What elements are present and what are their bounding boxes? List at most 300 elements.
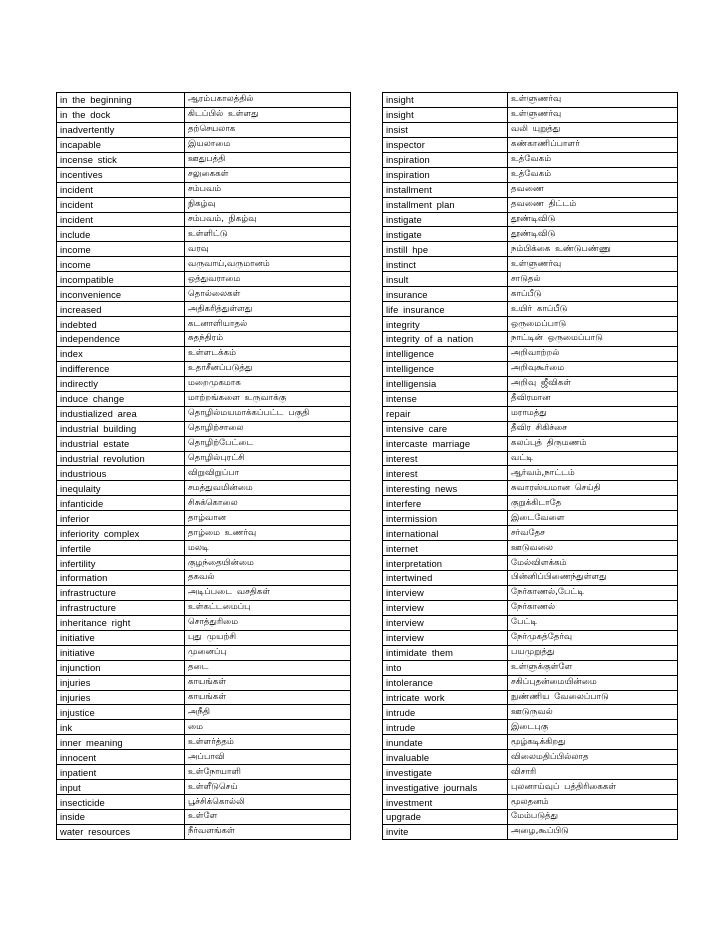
tamil-translation: ஆர்வம்,நாட்டம் <box>508 466 678 481</box>
tamil-translation: அறிவாற்றல் <box>508 346 678 361</box>
table-row <box>383 795 678 810</box>
english-term: investment <box>383 795 508 810</box>
tamil-translation: உள்ளுக்குள்ளே <box>508 660 678 675</box>
tamil-translation: இடைவேளை <box>508 511 678 526</box>
table-row <box>57 735 351 750</box>
table-row <box>383 541 678 556</box>
tamil-translation: தீவிரமான <box>508 391 678 406</box>
table-row <box>57 780 351 795</box>
tamil-translation: பின்னிப்பிணைந்துள்ளது <box>508 571 678 586</box>
english-term: into <box>383 660 508 675</box>
table-row <box>57 302 351 317</box>
english-term: infertility <box>57 556 185 571</box>
english-term: inspiration <box>383 152 508 167</box>
table-row <box>57 436 351 451</box>
english-term: interview <box>383 615 508 630</box>
english-term: incompatible <box>57 272 185 287</box>
english-term: integrity of a nation <box>383 332 508 347</box>
table-row <box>57 93 351 108</box>
table-row <box>383 152 678 167</box>
english-term: interview <box>383 600 508 615</box>
tamil-translation: தவணை திட்டம் <box>508 197 678 212</box>
english-term: initiative <box>57 645 185 660</box>
tamil-translation: இடைபுகு <box>508 720 678 735</box>
tamil-translation: ஊதுபத்தி <box>185 152 351 167</box>
english-term: in the beginning <box>57 93 185 108</box>
english-term: inconvenience <box>57 287 185 302</box>
table-row <box>383 272 678 287</box>
english-term: industrial building <box>57 421 185 436</box>
english-term: interview <box>383 630 508 645</box>
tamil-translation: பயமுறுத்து <box>508 645 678 660</box>
english-term: inner meaning <box>57 735 185 750</box>
tamil-translation: தகவல் <box>185 571 351 586</box>
tamil-translation: காயங்கள் <box>185 675 351 690</box>
table-row <box>57 317 351 332</box>
table-row <box>57 571 351 586</box>
table-row <box>57 705 351 720</box>
tamil-translation: சுதந்திரம் <box>185 332 351 347</box>
table-row <box>383 810 678 825</box>
table-row <box>383 421 678 436</box>
table-row <box>383 137 678 152</box>
table-row <box>383 571 678 586</box>
table-row <box>57 376 351 391</box>
english-term: interest <box>383 451 508 466</box>
english-term: investigate <box>383 765 508 780</box>
english-term: independence <box>57 332 185 347</box>
english-term: infertile <box>57 541 185 556</box>
tamil-translation: ஆரம்பகாலத்தில் <box>185 93 351 108</box>
tamil-translation: உள்ளுணர்வு <box>508 107 678 122</box>
table-row <box>57 391 351 406</box>
table-row <box>57 675 351 690</box>
english-term: infrastructure <box>57 585 185 600</box>
tamil-translation: தொழில்புரட்சி <box>185 451 351 466</box>
english-term: intimidate them <box>383 645 508 660</box>
english-term: inpatient <box>57 765 185 780</box>
table-row <box>57 272 351 287</box>
tamil-translation: வரவு <box>185 242 351 257</box>
english-term: in the dock <box>57 107 185 122</box>
table-row <box>383 122 678 137</box>
english-term: inadvertently <box>57 122 185 137</box>
table-row <box>57 346 351 361</box>
table-row <box>383 511 678 526</box>
english-term: interpretation <box>383 556 508 571</box>
table-row <box>383 436 678 451</box>
english-term: interview <box>383 585 508 600</box>
tamil-translation: நேர்காணல் <box>508 600 678 615</box>
english-term: industialized area <box>57 406 185 421</box>
tamil-translation: மை <box>185 720 351 735</box>
table-row <box>57 107 351 122</box>
tamil-translation: மலடி <box>185 541 351 556</box>
tamil-translation: ஒத்துவராமை <box>185 272 351 287</box>
english-term: infanticide <box>57 496 185 511</box>
tamil-translation: உள்ளுணர்வு <box>508 93 678 108</box>
english-term: incident <box>57 212 185 227</box>
english-term: industrial estate <box>57 436 185 451</box>
english-term: inundate <box>383 735 508 750</box>
table-row <box>383 406 678 421</box>
tamil-translation: அநீதி <box>185 705 351 720</box>
tamil-translation: நேர்காணல்,பேட்டி <box>508 585 678 600</box>
tamil-translation: நாட்டின் ஒருமைப்பாடு <box>508 332 678 347</box>
tamil-translation: அடிப்படை வசதிகள் <box>185 585 351 600</box>
english-term: interest <box>383 466 508 481</box>
table-row <box>57 660 351 675</box>
table-row <box>57 795 351 810</box>
table-row <box>383 257 678 272</box>
table-row <box>57 645 351 660</box>
table-row <box>383 645 678 660</box>
table-row <box>57 197 351 212</box>
table-row <box>383 630 678 645</box>
english-term: intercaste marriage <box>383 436 508 451</box>
table-row <box>383 227 678 242</box>
tamil-translation: கண்காணிப்பாளர் <box>508 137 678 152</box>
tamil-translation: நுண்ணிய வேலைப்பாடு <box>508 690 678 705</box>
english-term: integrity <box>383 317 508 332</box>
english-term: incident <box>57 182 185 197</box>
table-row <box>383 735 678 750</box>
english-term: innocent <box>57 750 185 765</box>
tamil-translation: அதிகரித்துள்ளது <box>185 302 351 317</box>
english-term: infrastructure <box>57 600 185 615</box>
english-term: invaluable <box>383 750 508 765</box>
table-row <box>57 212 351 227</box>
table-row <box>57 137 351 152</box>
tamil-translation: விறுவிறுப்பா <box>185 466 351 481</box>
tamil-translation: உள்ளே <box>185 810 351 825</box>
english-term: industrial revolution <box>57 451 185 466</box>
table-row <box>383 750 678 765</box>
tamil-translation: தொழில்மயமாக்கப்பட்ட பகுதி <box>185 406 351 421</box>
english-term: indebted <box>57 317 185 332</box>
table-row <box>383 496 678 511</box>
table-row <box>57 600 351 615</box>
table-row <box>57 242 351 257</box>
english-term: injunction <box>57 660 185 675</box>
tamil-translation: சலுகைகள் <box>185 167 351 182</box>
tamil-translation: காயங்கள் <box>185 690 351 705</box>
tamil-translation: உள்ளுணர்வு <box>508 257 678 272</box>
english-term: inferior <box>57 511 185 526</box>
tamil-translation: கடனாளியாதல் <box>185 317 351 332</box>
tamil-translation: அழை,கூப்பிடு <box>508 824 678 839</box>
tamil-translation: உள்நோயாளி <box>185 765 351 780</box>
table-row <box>57 630 351 645</box>
tamil-translation: உள்ளீடுசெய் <box>185 780 351 795</box>
tamil-translation: அறிவுகூர்மை <box>508 361 678 376</box>
table-row <box>383 167 678 182</box>
table-row <box>57 720 351 735</box>
table-row <box>383 93 678 108</box>
english-term: injustice <box>57 705 185 720</box>
tamil-translation: வட்டி <box>508 451 678 466</box>
table-row <box>383 780 678 795</box>
english-term: insurance <box>383 287 508 302</box>
table-row <box>383 197 678 212</box>
table-row <box>383 346 678 361</box>
table-row <box>383 556 678 571</box>
tamil-translation: வருவாய்,வருமானம் <box>185 257 351 272</box>
tamil-translation: தொழிற்பேட்டை <box>185 436 351 451</box>
english-term: inspiration <box>383 167 508 182</box>
tamil-translation: சுவாரஸ்யமான செய்தி <box>508 481 678 496</box>
table-row <box>383 287 678 302</box>
tamil-translation: சாடுதல் <box>508 272 678 287</box>
table-row <box>57 765 351 780</box>
tamil-translation: பேட்டி <box>508 615 678 630</box>
english-term: intrude <box>383 720 508 735</box>
table-row <box>383 585 678 600</box>
english-term: insult <box>383 272 508 287</box>
tamil-translation: உள்ளடக்கம் <box>185 346 351 361</box>
table-row <box>383 600 678 615</box>
tamil-translation: கலப்புத் திருமணம் <box>508 436 678 451</box>
english-term: injuries <box>57 690 185 705</box>
table-row <box>383 361 678 376</box>
tamil-translation: மாற்றங்களை உருவாக்கு <box>185 391 351 406</box>
tamil-translation: சம்பவம், நிகழ்வு <box>185 212 351 227</box>
table-row <box>383 391 678 406</box>
tamil-translation: ஊடுருவல் <box>508 705 678 720</box>
tamil-translation: உள்கட்டமைப்பு <box>185 600 351 615</box>
table-row <box>383 526 678 541</box>
english-term: include <box>57 227 185 242</box>
english-term: income <box>57 257 185 272</box>
english-term: induce change <box>57 391 185 406</box>
table-row <box>383 481 678 496</box>
table-row <box>383 376 678 391</box>
tamil-translation: தீவிர சிகிச்சை <box>508 421 678 436</box>
tamil-translation: சொத்துரிமை <box>185 615 351 630</box>
english-term: income <box>57 242 185 257</box>
english-term: water resources <box>57 824 185 839</box>
table-row <box>57 361 351 376</box>
english-term: international <box>383 526 508 541</box>
table-row <box>383 765 678 780</box>
table-row <box>383 242 678 257</box>
tamil-translation: மேம்படுத்து <box>508 810 678 825</box>
english-term: industrious <box>57 466 185 481</box>
english-term: incentives <box>57 167 185 182</box>
english-term: insight <box>383 107 508 122</box>
english-term: intermission <box>383 511 508 526</box>
tamil-translation: தடை <box>185 660 351 675</box>
english-term: increased <box>57 302 185 317</box>
table-row <box>383 824 678 839</box>
tamil-translation: தாழ்மை உணர்வு <box>185 526 351 541</box>
table-row <box>57 421 351 436</box>
tamil-translation: பூச்சிக்கொல்லி <box>185 795 351 810</box>
english-term: inside <box>57 810 185 825</box>
table-row <box>383 182 678 197</box>
right-glossary-table <box>382 92 678 840</box>
table-row <box>57 526 351 541</box>
tamil-translation: தாழ்வான <box>185 511 351 526</box>
tamil-translation: நேர்முகத்தேர்வு <box>508 630 678 645</box>
tamil-translation: அப்பாவி <box>185 750 351 765</box>
english-term: incident <box>57 197 185 212</box>
tamil-translation: இயலாமை <box>185 137 351 152</box>
tamil-translation: தூண்டிவிடு <box>508 227 678 242</box>
table-row <box>383 451 678 466</box>
table-row <box>57 541 351 556</box>
table-row <box>57 824 351 839</box>
table-row <box>57 496 351 511</box>
english-term: instill hpe <box>383 242 508 257</box>
table-row <box>57 167 351 182</box>
table-row <box>383 660 678 675</box>
english-term: installment <box>383 182 508 197</box>
english-term: instigate <box>383 212 508 227</box>
tamil-translation: மேல்விளக்கம் <box>508 556 678 571</box>
english-term: installment plan <box>383 197 508 212</box>
english-term: interesting news <box>383 481 508 496</box>
table-row <box>57 451 351 466</box>
english-term: upgrade <box>383 810 508 825</box>
english-term: intrude <box>383 705 508 720</box>
tamil-translation: ஊடுவலை <box>508 541 678 556</box>
table-row <box>57 810 351 825</box>
table-row <box>57 466 351 481</box>
table-row <box>57 332 351 347</box>
table-row <box>383 675 678 690</box>
english-term: intense <box>383 391 508 406</box>
tamil-translation: சகிப்புதன்மையின்மை <box>508 675 678 690</box>
table-row <box>383 332 678 347</box>
tamil-translation: உள்ளர்த்தம் <box>185 735 351 750</box>
table-row <box>57 481 351 496</box>
english-term: initiative <box>57 630 185 645</box>
english-term: ink <box>57 720 185 735</box>
table-row <box>57 615 351 630</box>
english-term: intricate work <box>383 690 508 705</box>
english-term: repair <box>383 406 508 421</box>
tamil-translation: வலி யுறுத்து <box>508 122 678 137</box>
tamil-translation: சிசுக்கொலை <box>185 496 351 511</box>
table-row <box>383 720 678 735</box>
english-term: intolerance <box>383 675 508 690</box>
tamil-translation: நம்பிக்கை உண்டுபண்ணு <box>508 242 678 257</box>
table-row <box>57 257 351 272</box>
english-term: inferiority complex <box>57 526 185 541</box>
tamil-translation: உயிர் காப்பீடு <box>508 302 678 317</box>
tamil-translation: குறுக்கிடாதே <box>508 496 678 511</box>
tamil-translation: நிகழ்வு <box>185 197 351 212</box>
table-row <box>57 556 351 571</box>
table-row <box>57 287 351 302</box>
tamil-translation: உத்வேகம் <box>508 167 678 182</box>
english-term: inspector <box>383 137 508 152</box>
tamil-translation: முனைப்பு <box>185 645 351 660</box>
english-term: input <box>57 780 185 795</box>
english-term: invite <box>383 824 508 839</box>
table-row <box>383 317 678 332</box>
table-row <box>383 466 678 481</box>
table-row <box>383 615 678 630</box>
table-row <box>57 511 351 526</box>
english-term: incense stick <box>57 152 185 167</box>
tamil-translation: மராமத்து <box>508 406 678 421</box>
table-row <box>57 152 351 167</box>
tamil-translation: மறைமுகமாக <box>185 376 351 391</box>
english-term: insist <box>383 122 508 137</box>
tamil-translation: உள்ளிட்டு <box>185 227 351 242</box>
english-term: investigative journals <box>383 780 508 795</box>
tamil-translation: தொழிற்சாலை <box>185 421 351 436</box>
table-row <box>383 705 678 720</box>
tamil-translation: அறிவு ஜீவிகள் <box>508 376 678 391</box>
english-term: incapable <box>57 137 185 152</box>
tamil-translation: உதாசீனப்படுத்து <box>185 361 351 376</box>
table-row <box>57 182 351 197</box>
english-term: instigate <box>383 227 508 242</box>
tamil-translation: சமத்துவமின்மை <box>185 481 351 496</box>
tamil-translation: தவணை <box>508 182 678 197</box>
english-term: intertwined <box>383 571 508 586</box>
tamil-translation: காப்பீடு <box>508 287 678 302</box>
tamil-translation: தொல்லைகள் <box>185 287 351 302</box>
table-row <box>383 212 678 227</box>
english-term: intelligence <box>383 346 508 361</box>
english-term: instinct <box>383 257 508 272</box>
english-term: inheritance right <box>57 615 185 630</box>
english-term: information <box>57 571 185 586</box>
table-row <box>57 406 351 421</box>
english-term: indirectly <box>57 376 185 391</box>
tamil-translation: குழந்தையின்மை <box>185 556 351 571</box>
tamil-translation: விலைமதிப்பில்லாத <box>508 750 678 765</box>
tamil-translation: கிடப்பில் உள்ளது <box>185 107 351 122</box>
tamil-translation: ஒருமைப்பாடு <box>508 317 678 332</box>
table-row <box>57 227 351 242</box>
table-row <box>57 585 351 600</box>
tamil-translation: மூழ்கடிக்கிறது <box>508 735 678 750</box>
english-term: intelligence <box>383 361 508 376</box>
table-row <box>383 107 678 122</box>
english-term: life insurance <box>383 302 508 317</box>
english-term: injuries <box>57 675 185 690</box>
tamil-translation: மூலதனம் <box>508 795 678 810</box>
tamil-translation: உத்வேகம் <box>508 152 678 167</box>
english-term: insight <box>383 93 508 108</box>
english-term: interfere <box>383 496 508 511</box>
english-term: intensive care <box>383 421 508 436</box>
english-term: insecticide <box>57 795 185 810</box>
tamil-translation: புலனாய்வுப் பத்திரிகைகள் <box>508 780 678 795</box>
table-row <box>57 122 351 137</box>
tamil-translation: நீர்வளங்கள் <box>185 824 351 839</box>
left-glossary-table <box>56 92 351 840</box>
english-term: indifference <box>57 361 185 376</box>
tamil-translation: சம்பவம் <box>185 182 351 197</box>
english-term: internet <box>383 541 508 556</box>
tamil-translation: தூண்டிவிடு <box>508 212 678 227</box>
english-term: index <box>57 346 185 361</box>
english-term: intelligensia <box>383 376 508 391</box>
tamil-translation: விசாரி <box>508 765 678 780</box>
table-row <box>57 750 351 765</box>
table-row <box>383 302 678 317</box>
table-row <box>383 690 678 705</box>
tamil-translation: புது முயற்சி <box>185 630 351 645</box>
tamil-translation: தற்செயலாக <box>185 122 351 137</box>
tamil-translation: சர்வதேச <box>508 526 678 541</box>
